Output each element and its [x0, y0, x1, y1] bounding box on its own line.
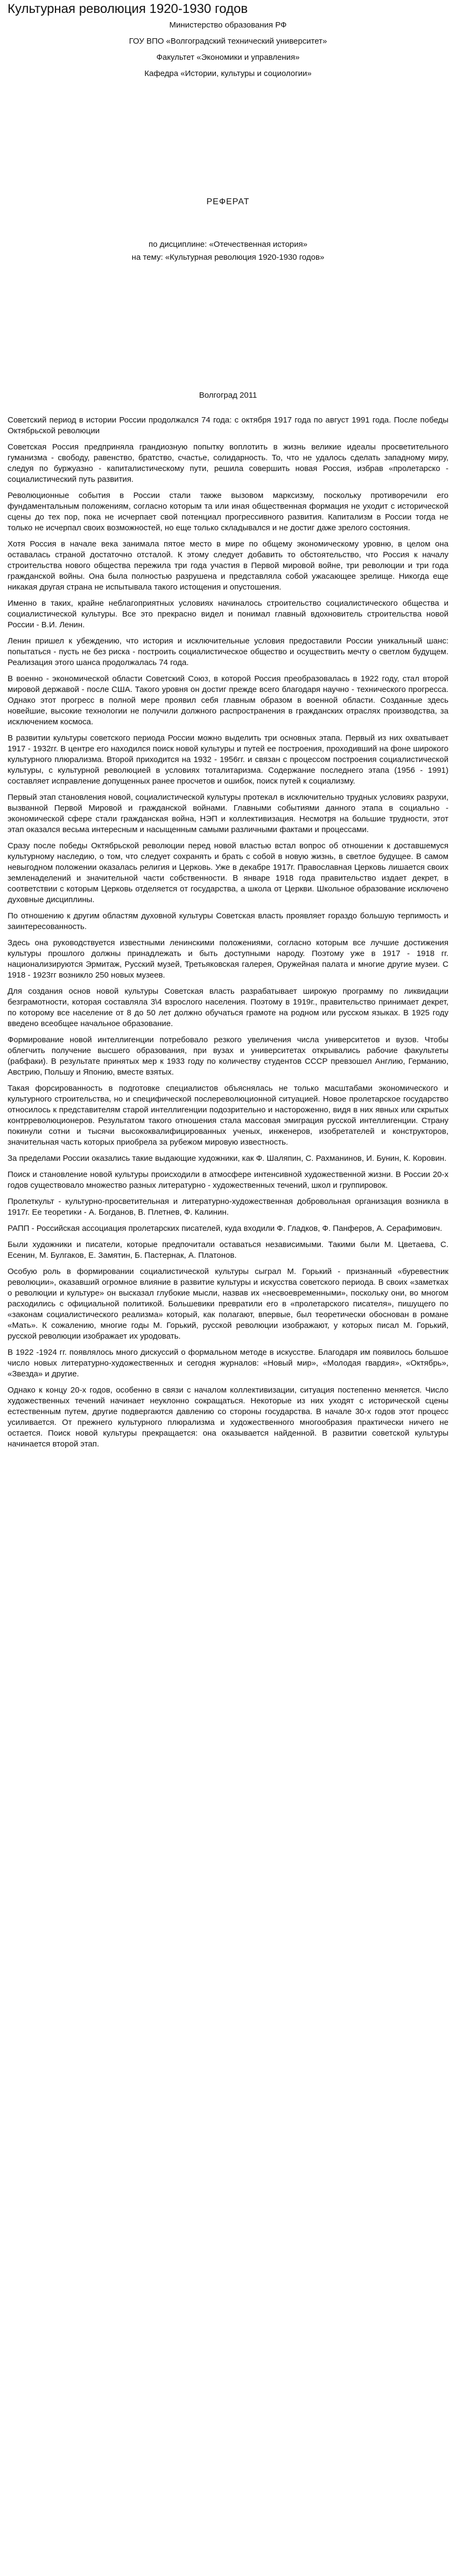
- paragraph: Сразу после победы Октябрьской революции перед новой властью встал вопрос об отношении к доставшемуся культурному наследию, о том, что следует сохранять и брать с собой в новую жизнь, в светлое будущее. В самом невыгодном положении оказалась религия и Церковь. Уже в декабре 1917г. Православная Церковь лишается своих земленаделений и значительной части собственности. В январе 1918 года правительство издает декрет, в соответствии с которым Церковь отделяется от государства, а школа от Церкви. Школьное образование исключено духовные дисциплины.: [8, 841, 448, 904]
- header-department: Кафедра «Истории, культуры и социологии»: [144, 69, 312, 78]
- paragraph: Однако к концу 20-х годов, особенно в связи с началом коллективизации, ситуация постепенно меняется. Число художественных течений начинает неуклонно сокращаться. Некоторые из них уходят с исторической сцены естественным путем, другие подвергаются давлению со стороны государства. В начале 30-х годов этот процесс усиливается. От прежнего культурного плюрализма и художественного многообразия практически ничего не остается. Поиск новой культуры прекращается: она оказывается найденной. В развитии советской культуры начинается второй этап.: [8, 1386, 448, 1449]
- paragraph: Поиск и становление новой культуры происходили в атмосфере интенсивной художественной жизни. В России 20-х годов существовало множество разных литературно - художественных течений, школ и группировок.: [8, 1170, 448, 1190]
- document-title: Культурная революция 1920-1930 годов: [8, 2, 248, 16]
- paragraph: Советская Россия предприняла грандиозную попытку воплотить в жизнь великие идеалы просветительного гуманизма - свободу, равенство, братство, счастье, солидарность. То, что не удалось сделать западному миру, следуя по буржуазно - капиталистическому пути, решила совершить новая Россия, избрав «пролетарско - социалистический путь развития.: [8, 442, 448, 484]
- subject-discipline: по дисциплине: «Отечественная история»: [149, 240, 307, 249]
- paragraph: Такая форсированность в подготовке специалистов объяснялась не только масштабами экономического и культурного строительства, но и специфической послереволюционной ситуацией. Новое пролетарское государство относилось к представителям старой интеллигенции подозрительно и настороженно, видя в них явных или скрытых контрреволюционеров. Результатом такого отношения стала массовая эмиграция русской интеллигенции. Страну покинули сотни и тысячи высококвалифицированных ученых, инженеров, изобретателей и конструкторов, значительная часть которых приобрела за рубежом мировую известность.: [8, 1084, 448, 1147]
- paragraph: Хотя Россия в начале века занимала пятое место в мире по общему экономическому уровню, в целом она оставалась страной достаточно отсталой. К этому следует добавить то обстоятельство, что Россия к началу строительства нового общества пережила три года участия в Первой мировой войне, три революции и три года гражданской войны. Она была полностью разрушена и представляла собой ужасающее зрелище. Никогда еще никакая другая страна не испытывала такого истощения и опустошения.: [8, 539, 448, 592]
- paragraph: За пределами России оказались такие выдающие художники, как Ф. Шаляпин, С. Рахманинов, И. Бунин, К. Коровин.: [8, 1154, 447, 1163]
- paragraph: По отношению к другим областям духовной культуры Советская власть проявляет гораздо большую терпимость и заинтересованность.: [8, 911, 448, 931]
- paragraph: Именно в таких, крайне неблагоприятных условиях начиналось строительство социалистического общества и социалистической культуры. Все это прекрасно видел и понимал главный вдохновитель строительства новой России - В.И. Ленин.: [8, 599, 448, 629]
- essay-body: [8, 415, 448, 1450]
- header-university: ГОУ ВПО «Волгоградский технический университет»: [129, 37, 327, 46]
- paragraph: Пролеткульт - культурно-просветительная и литературно-художественная добровольная организация возникла в 1917г. Ее теоретики - А. Богданов, В. Плетнев, Ф. Калинин.: [8, 1197, 448, 1217]
- paragraph: В 1922 -1924 гг. появлялось много дискуссий о формальном методе в искусстве. Благодаря им появилось большое число новых литературно-художественных и сегодня журналов: «Новый мир», «Молодая гвардия», «Октябрь», «Звезда» и другие.: [8, 1348, 448, 1379]
- paragraph: В развитии культуры советского периода России можно выделить три основных этапа. Первый из них охватывает 1917 - 1932гг. В центре его находился поиск новой культуры и путей ее построения, проходивший на фоне широкого культурного плюрализма. Второй приходится на 1932 - 1956гг. и связан с процессом построения социалистической культуры, с культурной революцией в условиях тоталитаризма. Содержание последнего этапа (1956 - 1991) составляет исправление допущенных ранее просчетов и ошибок, поиск путей к социализму.: [8, 733, 448, 786]
- paragraph: Советский период в истории России продолжался 74 года: с октября 1917 года по август 1991 года. После победы Октябрьской революции: [8, 416, 448, 435]
- paragraph: Формирование новой интеллигенции потребовало резкого увеличения числа университетов и вузов. Чтобы облегчить получение высшего образования, при вузах и университетах открывались рабочие факультеты (рабфаки). В результате принятых мер к 1933 году по количеству студентов СССР превзошел Англию, Германию, Австрию, Польшу и Японию, вместе взятых.: [8, 1035, 448, 1077]
- header-faculty: Факультет «Экономики и управления»: [156, 53, 300, 62]
- paragraph: Особую роль в формировании социалистической культуры сыграл М. Горький - признанный «буревестник революции», оказавший огромное влияние в развитие культуры и искусства советского периода. В своих «заметках о революции и культуре» он высказал глубокие мысли, назвав их «несвоевременными», поскольку они, во многом расходились с официальной политикой. Большевики превратили его в «пролетарского писателя», пишущего по «законам социалистического реализма» который, как полагают, впервые, был теоретически обоснован в романе «Мать». К сожалению, многие годы М. Горький, русской революции изображают, у которых писал М. Горький, русской революции изображает их уродовать.: [8, 1267, 448, 1341]
- paragraph: В военно - экономической области Советский Союз, в которой Россия преобразовалась в 1922 году, стал второй мировой державой - после США. Такого уровня он достиг прежде всего благодаря научно - технического прогресса. Однако этот прогресс в полной мере проявил себя главным образом в военной области. Созданные здесь новейшие, высокие технологии не получили должного распространения в гражданских отраслях производства, за исключением космоса.: [8, 674, 448, 726]
- city-year: Волгоград 2011: [199, 391, 257, 400]
- paragraph: Были художники и писатели, которые предпочитали оставаться независимыми. Такими были М. Цветаева, С. Есенин, М. Булгаков, Е. Замятин, Б. Пастернак, А. Платонов.: [8, 1240, 448, 1260]
- paragraph: РАПП - Российская ассоциация пролетарских писателей, куда входили Ф. Гладков, Ф. Панферов, А. Серафимович.: [8, 1224, 443, 1233]
- header-ministry: Министерство образования РФ: [169, 20, 287, 30]
- paragraph: Ленин пришел к убеждению, что история и исключительные условия предоставили России уникальный шанс: попытаться - пусть не без риска - построить социалистическое общество и осуществить мечту о светлом будущем. Реализация этого шанса продолжалась 74 года.: [8, 636, 448, 667]
- paragraph: Революционные события в России стали также вызовом марксизму, поскольку противоречили его фундаментальным положениям, согласно которым та или иная общественная формация не уходит с исторической сцены до тех пор, пока не исчерпает свой потенциал прогрессивного развития. Капитализм в России тогда не только не исчерпал своих возможностей, но еще только складывался и не достиг даже зрелого состояния.: [8, 491, 448, 532]
- subject-topic: на тему: «Культурная революция 1920-1930 годов»: [131, 253, 325, 262]
- essay-label: РЕФЕРАТ: [206, 197, 250, 206]
- essay-subject: [8, 238, 448, 264]
- institution-header: [8, 17, 448, 82]
- paragraph: Для создания основ новой культуры Советская власть разрабатывает широкую программу по ликвидации безграмотности, которая составляла 3\4 взрослого населения. Поэтому в 1919г., правительство принимает декрет, по которому все население от 8 до 50 лет должно обучаться грамоте на родном или русском языках. В 1925 году введено всеобщее начальное образование.: [8, 987, 448, 1028]
- paragraph: Первый этап становления новой, социалистической культуры протекал в исключительно трудных условиях разрухи, вызванной Первой Мировой и гражданской войнами. Главными событиями данного этапа в социально - экономической сфере стали гражданская война, НЭП и коллективизация. Несмотря на большие трудности, этот этап оказался весьма интересным и насыщенным самыми различными фактами и процессами.: [8, 793, 448, 834]
- paragraph: Здесь она руководствуется известными ленинскими положениями, согласно которым все лучшие достижения культуры прошлого должны принадлежать и быть доступными народу. Поэтому уже в 1917 - 1918 гг. национализируются Эрмитаж, Русский музей, Третьяковская галерея, Оружейная палата и многие другие музеи. С 1918 - 1923гг возникло 250 новых музеев.: [8, 938, 448, 980]
